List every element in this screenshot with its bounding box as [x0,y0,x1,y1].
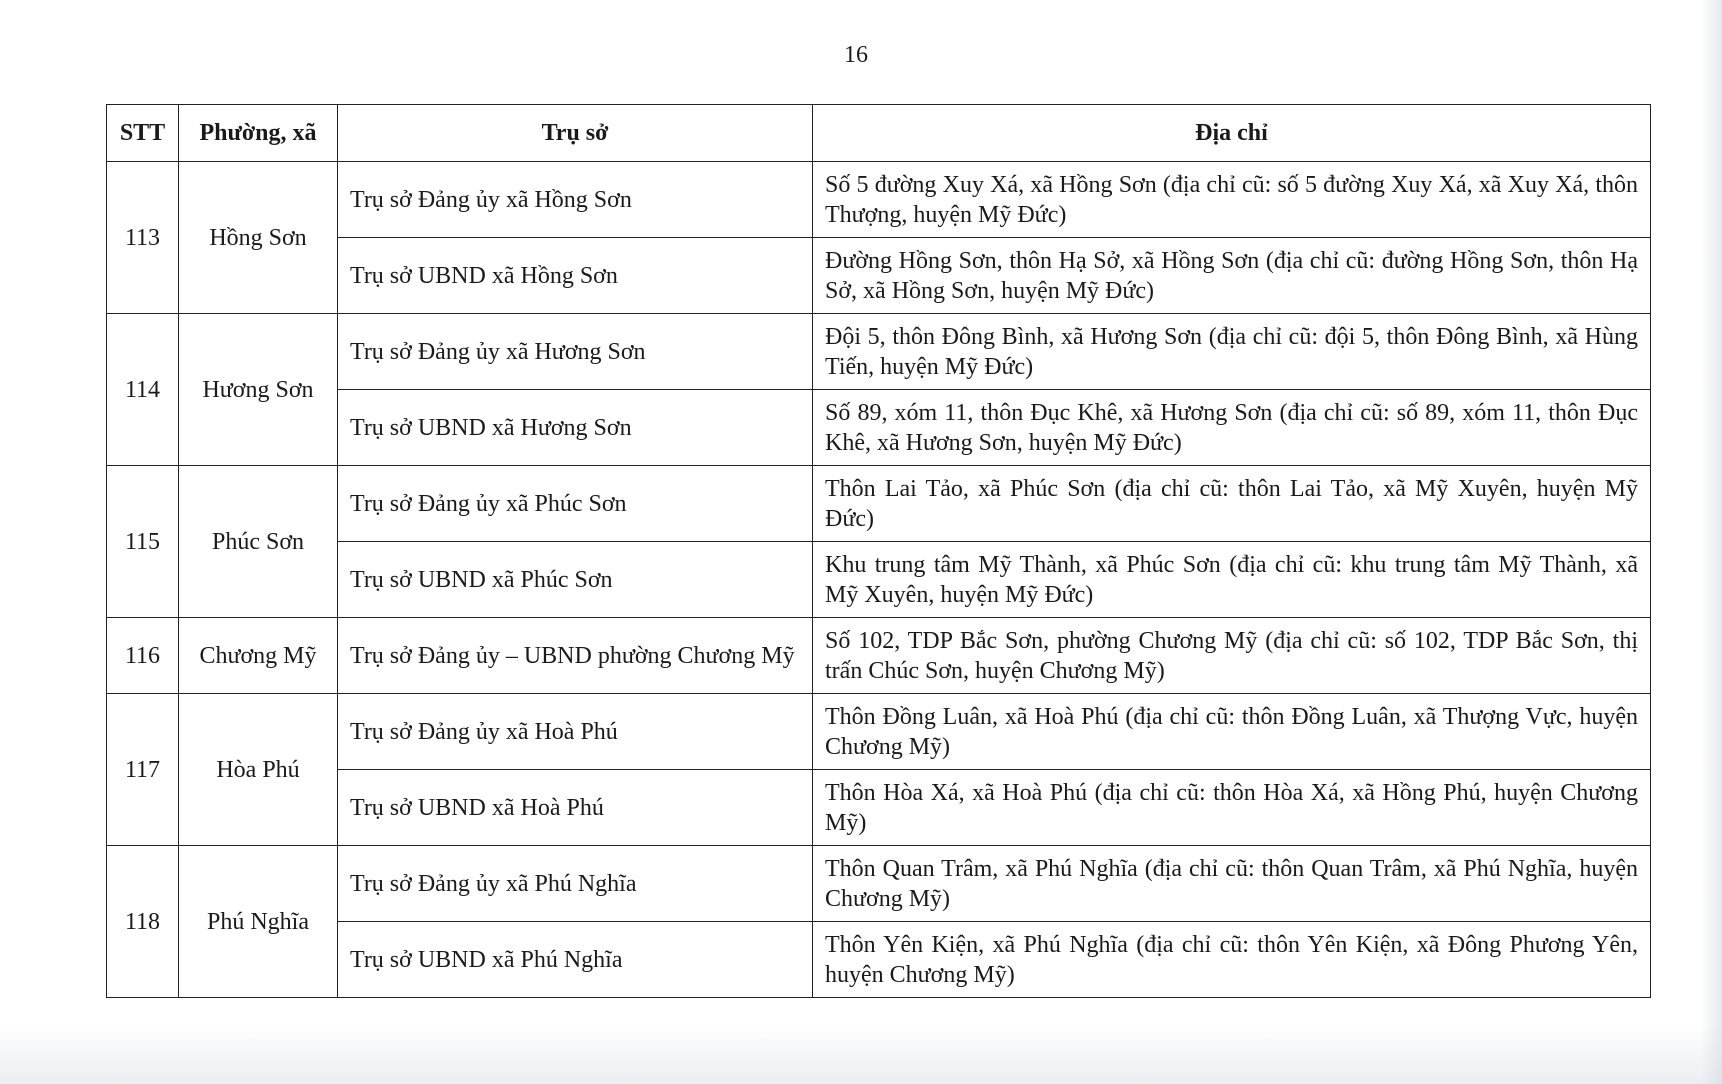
ward-cell: Hương Sơn [179,314,338,466]
table-row [107,770,1651,846]
header-ward: Phường, xã [179,105,338,162]
address-cell: Đường Hồng Sơn, thôn Hạ Sở, xã Hồng Sơn (địa chỉ cũ: đường Hồng Sơn, thôn Hạ Sở, xã Hồng Sơn, huyện Mỹ Đức) [813,238,1651,314]
header-office: Trụ sở [338,105,813,162]
ward-cell: Chương Mỹ [179,618,338,694]
office-cell: Trụ sở Đảng ủy xã Phú Nghĩa [338,846,813,922]
office-cell: Trụ sở Đảng ủy – UBND phường Chương Mỹ [338,618,813,694]
page-number: 16 [844,42,868,68]
table-row [107,314,1651,390]
address-cell: Thôn Lai Tảo, xã Phúc Sơn (địa chỉ cũ: thôn Lai Tảo, xã Mỹ Xuyên, huyện Mỹ Đức) [813,466,1651,542]
office-cell: Trụ sở Đảng ủy xã Hương Sơn [338,314,813,390]
header-stt: STT [107,105,179,162]
address-cell: Đội 5, thôn Đông Bình, xã Hương Sơn (địa chỉ cũ: đội 5, thôn Đông Bình, xã Hùng Tiến, huyện Mỹ Đức) [813,314,1651,390]
address-cell: Thôn Yên Kiện, xã Phú Nghĩa (địa chỉ cũ: thôn Yên Kiện, xã Đông Phương Yên, huyện Chương Mỹ) [813,922,1651,998]
table-row [107,846,1651,922]
ward-cell: Phú Nghĩa [179,846,338,998]
table-row [107,542,1651,618]
ward-cell: Phúc Sơn [179,466,338,618]
office-cell: Trụ sở UBND xã Hồng Sơn [338,238,813,314]
address-cell: Thôn Đồng Luân, xã Hoà Phú (địa chỉ cũ: thôn Đồng Luân, xã Thượng Vực, huyện Chương Mỹ) [813,694,1651,770]
ward-cell: Hòa Phú [179,694,338,846]
address-cell: Thôn Quan Trâm, xã Phú Nghĩa (địa chỉ cũ: thôn Quan Trâm, xã Phú Nghĩa, huyện Chương Mỹ) [813,846,1651,922]
stt-cell: 115 [107,466,179,618]
office-cell: Trụ sở UBND xã Hương Sơn [338,390,813,466]
scan-edge [1700,0,1722,1084]
stt-cell: 118 [107,846,179,998]
address-cell: Số 102, TDP Bắc Sơn, phường Chương Mỹ (địa chỉ cũ: số 102, TDP Bắc Sơn, thị trấn Chúc Sơn, huyện Chương Mỹ) [813,618,1651,694]
table-row [107,390,1651,466]
table-row [107,618,1651,694]
office-cell: Trụ sở UBND xã Phú Nghĩa [338,922,813,998]
table-row [107,162,1651,238]
office-cell: Trụ sở Đảng ủy xã Hồng Sơn [338,162,813,238]
table-row [107,466,1651,542]
address-cell: Thôn Hòa Xá, xã Hoà Phú (địa chỉ cũ: thôn Hòa Xá, xã Hồng Phú, huyện Chương Mỹ) [813,770,1651,846]
table-row [107,694,1651,770]
stt-cell: 113 [107,162,179,314]
table-row [107,238,1651,314]
stt-cell: 116 [107,618,179,694]
office-cell: Trụ sở Đảng ủy xã Phúc Sơn [338,466,813,542]
office-cell: Trụ sở UBND xã Hoà Phú [338,770,813,846]
stt-cell: 117 [107,694,179,846]
office-cell: Trụ sở Đảng ủy xã Hoà Phú [338,694,813,770]
address-cell: Khu trung tâm Mỹ Thành, xã Phúc Sơn (địa chỉ cũ: khu trung tâm Mỹ Thành, xã Mỹ Xuyên, huyện Mỹ Đức) [813,542,1651,618]
table-header-row [107,105,1651,162]
header-address: Địa chỉ [813,105,1651,162]
table-row [107,922,1651,998]
address-cell: Số 5 đường Xuy Xá, xã Hồng Sơn (địa chỉ cũ: số 5 đường Xuy Xá, xã Xuy Xá, thôn Thượng, huyện Mỹ Đức) [813,162,1651,238]
stt-cell: 114 [107,314,179,466]
scan-shadow [0,1024,1722,1084]
office-address-table [106,104,1651,998]
office-cell: Trụ sở UBND xã Phúc Sơn [338,542,813,618]
ward-cell: Hồng Sơn [179,162,338,314]
address-cell: Số 89, xóm 11, thôn Đục Khê, xã Hương Sơn (địa chỉ cũ: số 89, xóm 11, thôn Đục Khê, xã Hương Sơn, huyện Mỹ Đức) [813,390,1651,466]
